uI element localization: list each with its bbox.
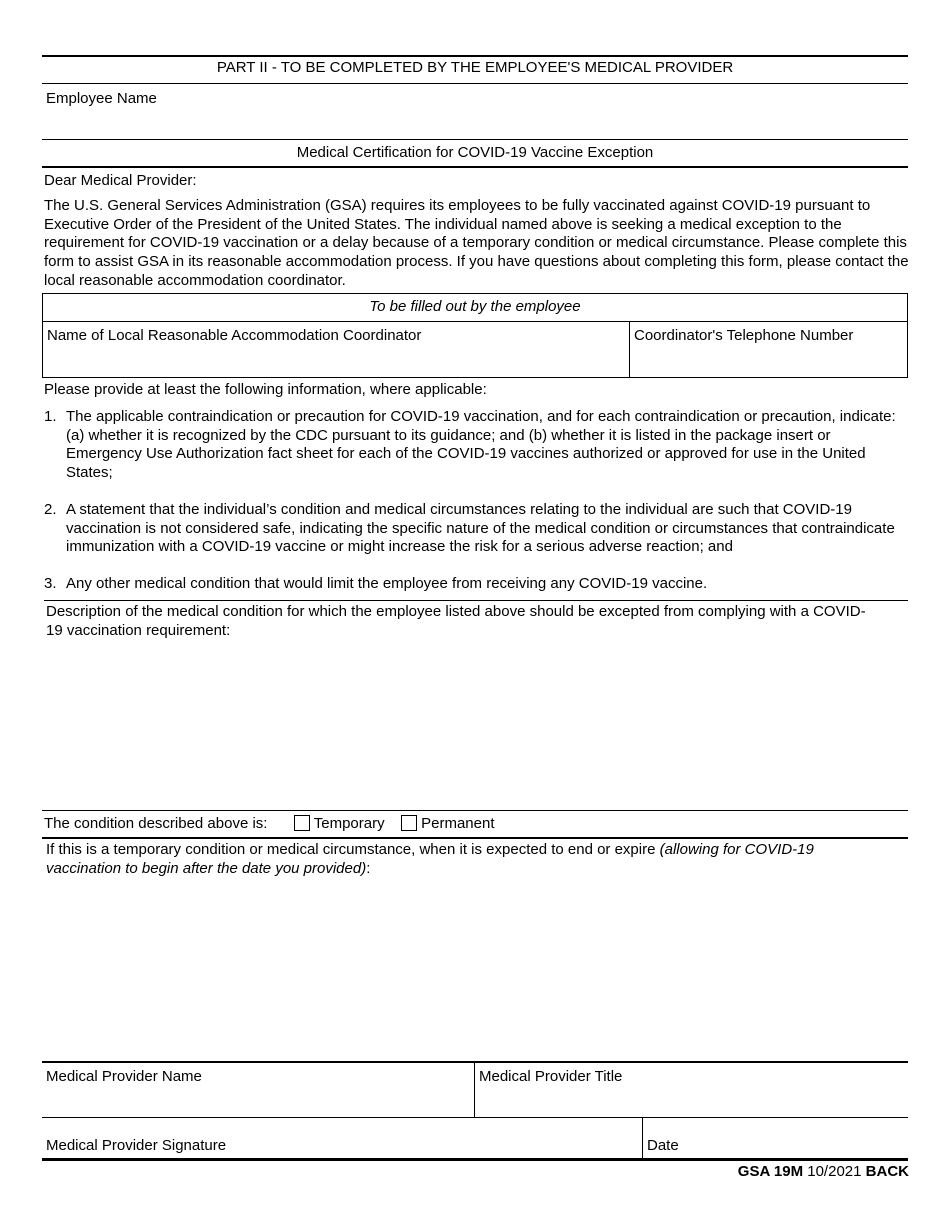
employee-section-caption: To be filled out by the employee <box>369 298 581 315</box>
intro-paragraph: The U.S. General Services Administration (GSA) requires its employees to be fully vaccinated against COVID-19 pursuant to Executive Order of the President of the United States. The individual named above is seeking a medical exception to the requirement for COVID-19 vaccination or a delay because of a temporary condition or medical circumstance. Please complete this form to assist GSA in its reasonable accommodation process. If you have questions about completing this form, please contact the local reasonable accommodation coordinator. <box>44 197 909 289</box>
coordinator-box <box>42 293 908 378</box>
rule <box>42 166 908 168</box>
provider-title-label: Medical Provider Title <box>479 1068 623 1085</box>
list-item-number: 2. <box>44 500 57 518</box>
employee-name-label: Employee Name <box>46 90 157 107</box>
form-side: BACK <box>865 1163 909 1180</box>
expiry-label-italic: (allowing for COVID-19 vaccination to begin after the date you provided) <box>46 841 814 877</box>
permanent-label: Permanent <box>421 815 495 832</box>
list-item-text: The applicable contraindication or precaution for COVID-19 vaccination, and for each contraindication or precaution, indicate: (a) whether it is recognized by the CDC pursuant to its guidance; and (b) whether it is listed in the package insert or Emergency Use Authorization fact sheet for each of the COVID-19 vaccines authorized or approved for use in the United States; <box>66 408 896 482</box>
rule <box>42 139 908 140</box>
permanent-checkbox[interactable] <box>401 815 417 831</box>
coordinator-name-field[interactable] <box>43 322 629 377</box>
form-revision: 10/2021 <box>807 1163 862 1180</box>
form-id: GSA 19M <box>737 1163 804 1180</box>
list-item-text: A statement that the individual’s condition and medical circumstances relating to the individual are such that COVID-19 vaccination is not considered safe, indicating the specific nature of the medical condition or circumstances that contraindicate immunization with a COVID-19 vaccine or might increase the risk for a serious adverse reaction; and <box>66 500 895 556</box>
list-item-number: 3. <box>44 574 57 592</box>
rule <box>42 810 908 811</box>
list-item-number: 1. <box>44 408 57 425</box>
certification-title: Medical Certification for COVID-19 Vaccine Exception <box>296 144 654 161</box>
list-item <box>44 575 910 594</box>
expiry-date-field[interactable] <box>44 839 908 1059</box>
condition-label: The condition described above is: <box>44 815 268 832</box>
coordinator-phone-field[interactable] <box>630 322 907 377</box>
provider-name-label: Medical Provider Name <box>46 1068 202 1085</box>
part-title: PART II - TO BE COMPLETED BY THE EMPLOYEE'S MEDICAL PROVIDER <box>216 59 734 76</box>
temporary-label: Temporary <box>313 815 385 832</box>
list-item <box>44 408 910 483</box>
provider-signature-field[interactable] <box>42 1118 642 1158</box>
top-rule <box>42 55 908 57</box>
salutation: Dear Medical Provider: <box>44 172 197 189</box>
coordinator-phone-label: Coordinator's Telephone Number <box>634 327 854 344</box>
date-field[interactable] <box>643 1118 908 1158</box>
list-item <box>44 501 910 557</box>
employee-name-field[interactable] <box>42 84 908 139</box>
temporary-checkbox[interactable] <box>294 815 310 831</box>
form-footer <box>738 1163 909 1182</box>
condition-row <box>44 815 494 834</box>
expiry-label-end: : <box>366 859 371 877</box>
instructions-lead: Please provide at least the following information, where applicable: <box>44 381 487 398</box>
list-item-text: Any other medical condition that would limit the employee from receiving any COVID-19 vaccine. <box>66 574 708 592</box>
expiry-label <box>46 841 866 878</box>
provider-title-field[interactable] <box>475 1063 908 1117</box>
bottom-rule <box>42 1158 908 1161</box>
provider-signature-label: Medical Provider Signature <box>46 1137 227 1154</box>
provider-name-field[interactable] <box>42 1063 474 1117</box>
description-label: Description of the medical condition for which the employee listed above should be excepted from complying with a COVID-19 vaccination requirement: <box>46 603 866 639</box>
date-label: Date <box>647 1137 679 1154</box>
condition-description-field[interactable] <box>44 601 908 810</box>
expiry-label-main: If this is a temporary condition or medical circumstance, when it is expected to end or expire <box>46 841 660 858</box>
coordinator-name-label: Name of Local Reasonable Accommodation Coordinator <box>47 327 422 344</box>
instructions-list <box>44 408 910 594</box>
